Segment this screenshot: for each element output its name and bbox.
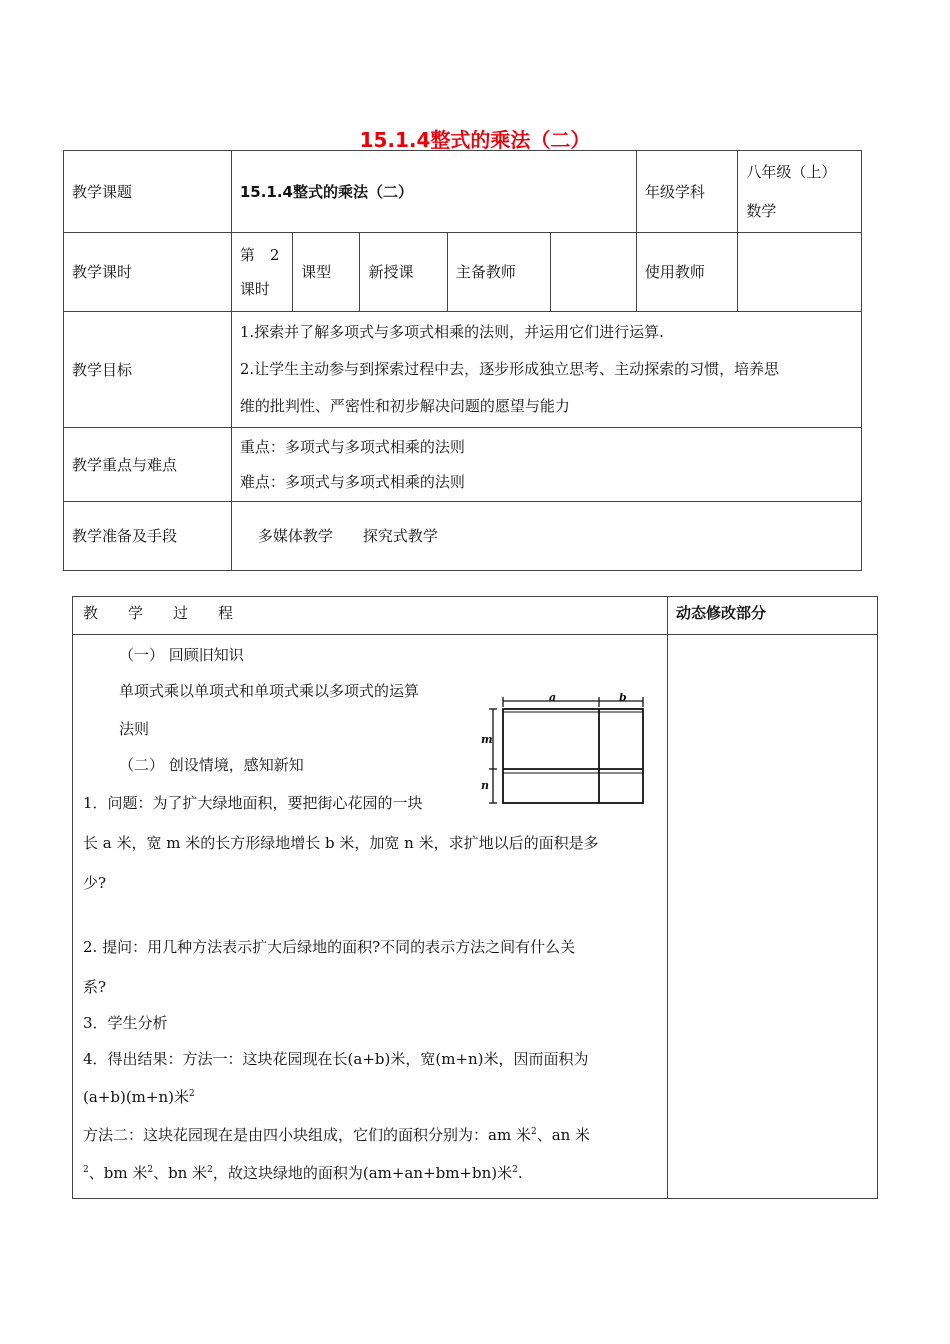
period-value-line2: 课时 xyxy=(239,280,270,298)
method2-bm: 、bm 米 xyxy=(88,1164,148,1182)
difficulty: 难点：多项式与多项式相乘的法则 xyxy=(239,472,465,491)
period-value xyxy=(231,233,292,312)
review-text: 单项式乘以单项式和单项式乘以多项式的运算 xyxy=(119,682,420,700)
section-review: （一） 回顾旧知识 xyxy=(119,646,244,664)
goals-label: 教学目标 xyxy=(64,312,232,428)
method2-line-2 xyxy=(83,1161,523,1185)
superscript: 2 xyxy=(530,1127,537,1137)
prep-label: 教学准备及手段 xyxy=(64,502,232,571)
goals-value xyxy=(231,312,861,428)
grade-value-line2: 数学 xyxy=(746,201,777,220)
grade-value xyxy=(738,151,862,233)
goal-1: 1.探索并了解多项式与多项式相乘的法则，并运用它们进行运算. xyxy=(239,323,664,342)
process-body xyxy=(73,635,668,1199)
problem-line-1: 1．问题：为了扩大绿地面积，要把街心花园的一块 xyxy=(83,794,423,812)
keypoints-value xyxy=(231,428,861,502)
label-a: a xyxy=(549,693,557,704)
superscript: 2 xyxy=(207,1165,213,1175)
problem-line-2: 长 a 米，宽 m 米的长方形绿地增长 b 米，加宽 n 米，求扩地以后的面积是多 xyxy=(83,834,599,852)
section-situation: （二） 创设情境，感知新知 xyxy=(119,756,304,774)
result-line-2 xyxy=(83,1085,195,1109)
period-value-line1: 第 2 xyxy=(239,245,280,264)
label-n: n xyxy=(481,779,489,792)
process-header: 教 学 过 程 xyxy=(73,597,668,635)
lesson-info-table xyxy=(63,150,862,571)
topic-label: 教学课题 xyxy=(64,151,232,233)
review-text-2: 法则 xyxy=(119,720,150,738)
goal-2-line1: 2.让学生主动参与到探索过程中去，逐步形成独立思考、主动探索的习惯，培养思 xyxy=(239,360,780,379)
method2-text: 方法二：这块花园现在是由四小块组成，它们的面积分别为：am 米 xyxy=(83,1126,531,1144)
dynamic-edit-body xyxy=(668,635,878,1199)
keypoint: 重点：多项式与多项式相乘的法则 xyxy=(239,438,465,456)
page-title: 15.1.4整式的乘法（二） xyxy=(359,128,591,152)
period-mark: . xyxy=(517,1164,523,1182)
method2-an: 、an 米 xyxy=(536,1126,591,1144)
goal-2-line2: 维的批判性、严密性和初步解决问题的愿望与能力 xyxy=(239,396,570,415)
prep-value: 多媒体教学 探究式教学 xyxy=(231,502,861,571)
teaching-process-table xyxy=(72,596,878,1199)
keypoints-label: 教学重点与难点 xyxy=(64,428,232,502)
use-teacher-value xyxy=(738,233,862,312)
type-value: 新授课 xyxy=(360,233,447,312)
label-b: b xyxy=(619,693,627,704)
dynamic-edit-header: 动态修改部分 xyxy=(668,597,878,635)
result-line-1: 4．得出结果：方法一：这块花园现在长(a+b)米，宽(m+n)米，因而面积为 xyxy=(83,1050,589,1068)
superscript: 2 xyxy=(188,1089,195,1099)
question-line-1: 2. 提问：用几种方法表示扩大后绿地的面积?不同的表示方法之间有什么关 xyxy=(83,938,576,956)
type-label: 课型 xyxy=(293,233,360,312)
garden-diagram xyxy=(481,693,649,805)
method2-line-1 xyxy=(83,1123,590,1147)
method2-total: ，故这块绿地的面积为(am+an+bm+bn)米 xyxy=(212,1164,513,1182)
method2-bn: 、bn 米 xyxy=(153,1164,208,1182)
label-m: m xyxy=(481,733,493,746)
main-teacher-label: 主备教师 xyxy=(447,233,551,312)
grade-label: 年级学科 xyxy=(636,151,738,233)
period-label: 教学课时 xyxy=(64,233,232,312)
main-teacher-value xyxy=(551,233,636,312)
student-analysis: 3．学生分析 xyxy=(83,1014,168,1032)
superscript: 2 xyxy=(512,1165,518,1175)
problem-line-3: 少? xyxy=(83,874,107,892)
question-line-2: 系? xyxy=(83,978,107,996)
method1-area: (a+b)(m+n)米 xyxy=(83,1088,189,1106)
topic-value: 15.1.4整式的乘法（二） xyxy=(231,151,636,233)
superscript: 2 xyxy=(83,1165,89,1175)
use-teacher-label: 使用教师 xyxy=(636,233,738,312)
grade-value-line1: 八年级（上） xyxy=(746,162,837,181)
superscript: 2 xyxy=(147,1165,154,1175)
